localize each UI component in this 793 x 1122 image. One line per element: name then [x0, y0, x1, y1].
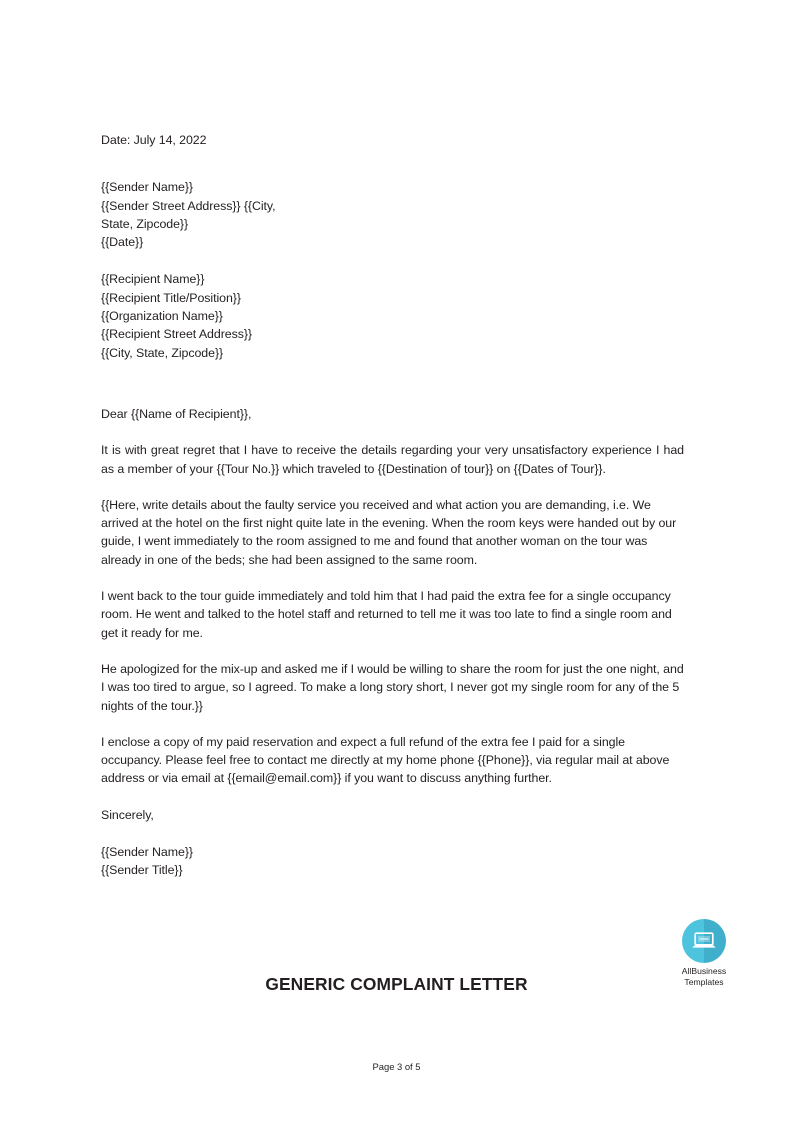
signature-block — [101, 843, 684, 880]
sender-address-block — [101, 178, 684, 251]
recipient-line: {{City, State, Zipcode}} — [101, 345, 224, 360]
spacer — [101, 362, 684, 405]
spacer — [101, 824, 684, 843]
body-paragraph-5: I enclose a copy of my paid reservation and expect a full refund of the extra fee I paid for a single occupancy. Please feel free to contact me directly at my home phone {{Phone}}, via regular mail at above address or via email at {{email@email.com}} if you want to discuss anything further. — [101, 734, 670, 786]
recipient-address-block — [101, 270, 684, 361]
recipient-line: {{Recipient Street Address}} — [101, 327, 252, 342]
recipient-line: {{Recipient Name}} — [101, 272, 205, 287]
body-paragraph-4: He apologized for the mix-up and asked me if I would be willing to share the room for just the one night, and I was too tired to argue, so I agreed. To make a long story short, I never got my single room for any of the 5 nights of the tour.}} — [101, 661, 684, 713]
body-paragraph-3: I went back to the tour guide immediately and told him that I had paid the extra fee for a single occupancy room. He went and talked to the hotel staff and returned to tell me it was too late to find a single room and get it ready for me. — [101, 589, 672, 640]
sender-line: {{Date}} — [101, 235, 144, 250]
date-line: Date: July 14, 2022 — [101, 133, 207, 147]
signature-line: {{Sender Name}} — [101, 845, 193, 860]
logo-caption-line2: Templates — [684, 976, 724, 987]
recipient-line: {{Organization Name}} — [101, 309, 223, 324]
sender-line: {{Sender Name}} — [101, 180, 193, 195]
page-number: Page 3 of 5 — [372, 1061, 421, 1072]
sender-line: {{Sender Street Address}} {{City, — [101, 198, 276, 213]
spacer — [101, 423, 684, 441]
document-title: GENERIC COMPLAINT LETTER — [265, 974, 528, 994]
closing: Sincerely, — [101, 807, 154, 822]
body-paragraph-2: {{Here, write details about the faulty service you received and what action you are demanding, i.e. We arrived at the hotel on the first night quite late in the evening. When the room keys were handed out by our guide, I went immediately to the room assigned to me and found that another woman on the tour was already in one of the beds; she had been assigned to the same room. — [101, 497, 677, 567]
signature-line: {{Sender Title}} — [101, 863, 183, 878]
letter-body — [101, 131, 684, 880]
spacer — [101, 149, 684, 178]
spacer — [101, 788, 684, 806]
body-paragraph-1: It is with great regret that I have to receive the details regarding your very unsatisfactory experience I had as a member of your {{Tour No.}} which traveled to {{Destination of tour}} on {{Dates of Tour}}. — [101, 443, 684, 476]
salutation: Dear {{Name of Recipient}}, — [101, 406, 252, 421]
logo-caption-line1: AllBusiness — [681, 966, 727, 976]
laptop-icon — [682, 919, 726, 963]
sender-line: State, Zipcode}} — [101, 216, 189, 231]
spacer — [101, 251, 684, 270]
recipient-line: {{Recipient Title/Position}} — [101, 290, 241, 305]
